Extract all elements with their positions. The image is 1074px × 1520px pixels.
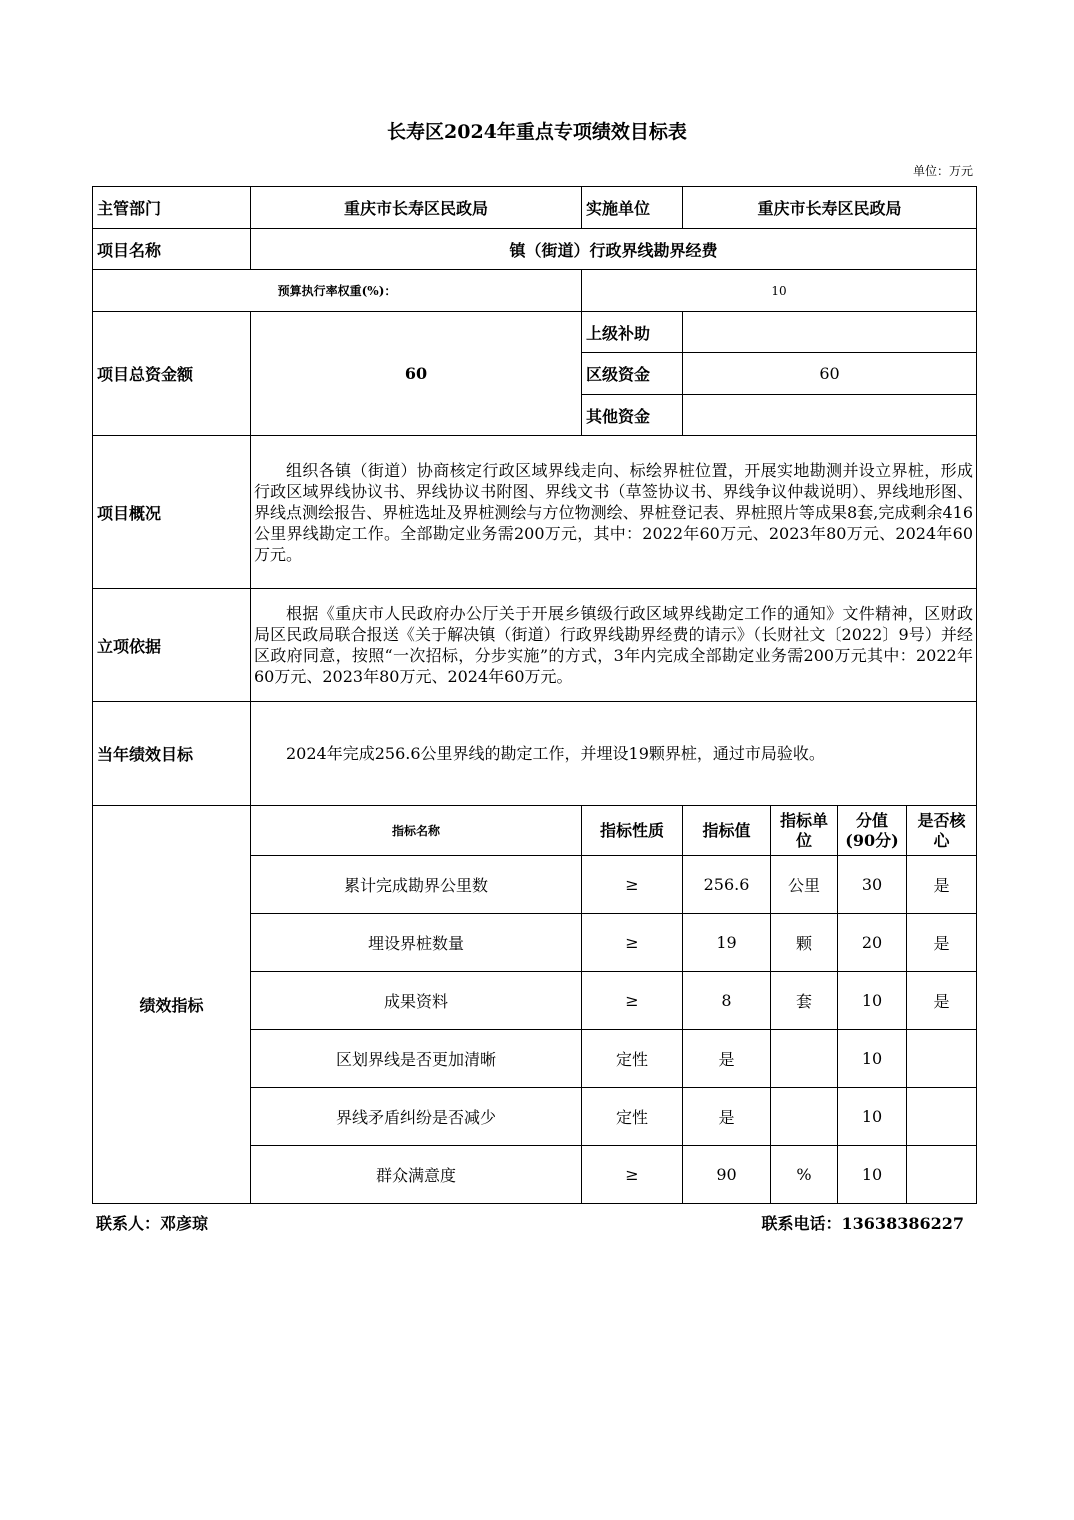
superior-funds-value [683, 312, 977, 353]
goal-row [93, 702, 977, 806]
indicator-core [907, 1030, 977, 1088]
col-header-core: 是否核心 [907, 806, 977, 856]
impl-value: 重庆市长寿区民政局 [683, 187, 977, 229]
basis-label: 立项依据 [93, 589, 251, 702]
unit-label: 单位：万元 [912, 164, 973, 178]
indicator-core: 是 [907, 914, 977, 972]
contact-phone: 联系电话：13638386227 [761, 1214, 964, 1233]
indicator-score: 10 [838, 1030, 907, 1088]
funds-row-superior [93, 312, 977, 353]
other-funds-value [683, 395, 977, 436]
contact-person: 联系人：邓彦琼 [96, 1214, 209, 1233]
project-name-label: 项目名称 [93, 229, 251, 270]
project-name-value: 镇（街道）行政界线勘界经费 [251, 229, 977, 270]
superior-funds-label: 上级补助 [582, 312, 683, 353]
budget-weight-label: 预算执行率权重(%)： [93, 270, 582, 312]
indicator-value: 19 [683, 914, 771, 972]
project-name-row [93, 229, 977, 270]
indicator-nature: ≥ [582, 972, 683, 1030]
col-header-value: 指标值 [683, 806, 771, 856]
indicator-core [907, 1146, 977, 1204]
indicator-core: 是 [907, 972, 977, 1030]
indicator-unit: 套 [771, 972, 838, 1030]
basis-row [93, 589, 977, 702]
total-funds-value: 60 [251, 312, 582, 436]
indicator-nature: 定性 [582, 1030, 683, 1088]
indicator-value: 90 [683, 1146, 771, 1204]
performance-table [92, 186, 977, 1204]
indicator-unit [771, 1088, 838, 1146]
dept-row [93, 187, 977, 229]
indicator-core: 是 [907, 856, 977, 914]
col-header-score: 分值(90分) [838, 806, 907, 856]
indicator-score: 30 [838, 856, 907, 914]
indicator-nature: ≥ [582, 914, 683, 972]
indicator-name: 界线矛盾纠纷是否减少 [251, 1088, 582, 1146]
col-header-unit: 指标单位 [771, 806, 838, 856]
other-funds-label: 其他资金 [582, 395, 683, 436]
budget-weight-value: 10 [582, 270, 977, 312]
indicator-unit [771, 1030, 838, 1088]
indicator-nature: 定性 [582, 1088, 683, 1146]
impl-label: 实施单位 [582, 187, 683, 229]
indicator-value: 是 [683, 1088, 771, 1146]
indicator-nature: ≥ [582, 856, 683, 914]
indicator-name: 累计完成勘界公里数 [251, 856, 582, 914]
col-header-name: 指标名称 [251, 806, 582, 856]
district-funds-value: 60 [683, 353, 977, 395]
budget-weight-row [93, 270, 977, 312]
indicator-name: 区划界线是否更加清晰 [251, 1030, 582, 1088]
indicator-score: 10 [838, 972, 907, 1030]
page-title: 长寿区2024年重点专项绩效目标表 [387, 121, 687, 143]
overview-row [93, 436, 977, 589]
dept-value: 重庆市长寿区民政局 [251, 187, 582, 229]
indicator-name: 埋设界桩数量 [251, 914, 582, 972]
basis-text: 根据《重庆市人民政府办公厅关于开展乡镇级行政区域界线勘定工作的通知》文件精神，区财政局区民政局联合报送《关于解决镇（街道）行政界线勘界经费的请示》（长财社文〔2022〕9号）并经区政府同意，按照“一次招标，分步实施”的方式，3年内完成全部勘定业务需200万元其中：2022年60万元、2023年80万元、2024年60万元。 [251, 589, 977, 702]
indicator-value: 8 [683, 972, 771, 1030]
indicator-core [907, 1088, 977, 1146]
indicator-score: 10 [838, 1146, 907, 1204]
indicator-value: 256.6 [683, 856, 771, 914]
goal-label: 当年绩效目标 [93, 702, 251, 806]
dept-label: 主管部门 [93, 187, 251, 229]
indicators-label: 绩效指标 [93, 806, 251, 1204]
indicator-name: 群众满意度 [251, 1146, 582, 1204]
total-funds-label: 项目总资金额 [93, 312, 251, 436]
indicator-name: 成果资料 [251, 972, 582, 1030]
overview-text: 组织各镇（街道）协商核定行政区域界线走向、标绘界桩位置，开展实地勘测并设立界桩，形成行政区域界线协议书、界线协议书附图、界线文书（草签协议书、界线争议仲裁说明）、界线地形图、界线点测绘报告、界桩选址及界桩测绘与方位物测绘、界桩登记表、界桩照片等成果8套,完成剩余416公里界线勘定工作。全部勘定业务需200万元，其中：2022年60万元、2023年80万元、2024年60万元。 [251, 436, 977, 589]
district-funds-label: 区级资金 [582, 353, 683, 395]
indicator-unit: 公里 [771, 856, 838, 914]
indicator-score: 20 [838, 914, 907, 972]
indicator-score: 10 [838, 1088, 907, 1146]
indicator-header-row [93, 806, 977, 856]
goal-text: 2024年完成256.6公里界线的勘定工作，并埋设19颗界桩，通过市局验收。 [251, 702, 977, 806]
indicator-value: 是 [683, 1030, 771, 1088]
overview-label: 项目概况 [93, 436, 251, 589]
indicator-nature: ≥ [582, 1146, 683, 1204]
indicator-unit: 颗 [771, 914, 838, 972]
indicator-unit: % [771, 1146, 838, 1204]
col-header-nature: 指标性质 [582, 806, 683, 856]
